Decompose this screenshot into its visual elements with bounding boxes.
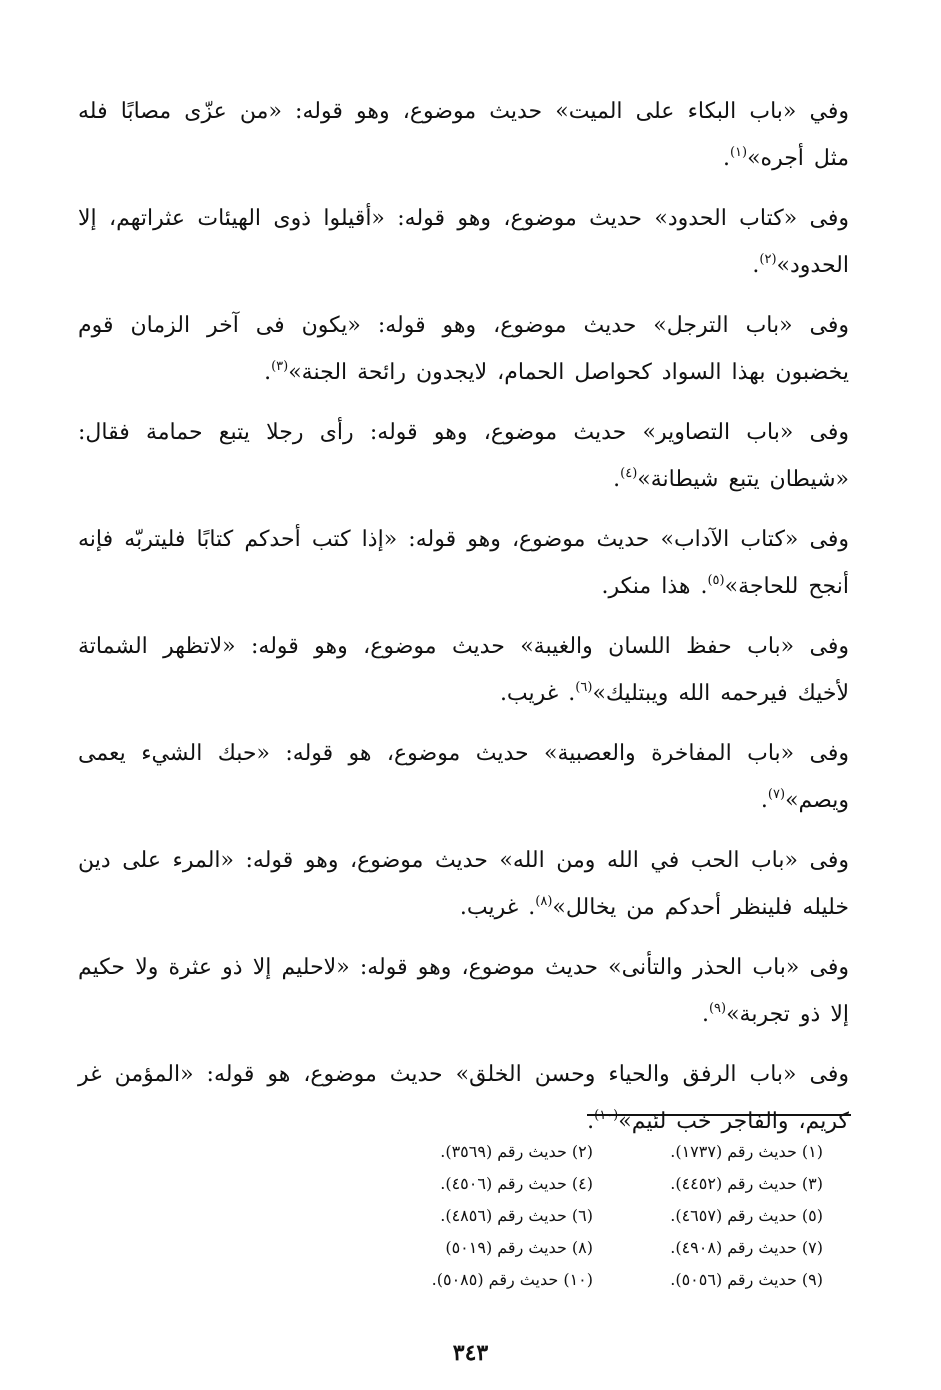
main-text bbox=[78, 88, 849, 1145]
paragraph-text: وفى «كتاب الآداب» حديث موضوع، وهو قوله: «إذا كتب أحدكم كتابًا فليتربّه فإنه أنجح للحاجة» bbox=[78, 527, 849, 599]
paragraph-text: وفى «كتاب الحدود» حديث موضوع، وهو قوله: «أقيلوا ذوى الهيئات عثراتهم، إلا الحدود» bbox=[78, 206, 849, 278]
footnote-ref: (٥) bbox=[707, 573, 725, 588]
footnote-10: (١٠) حديث رقم (٥٠٨٥). bbox=[431, 1270, 593, 1289]
page-number: ٣٤٣ bbox=[452, 1340, 489, 1366]
footnote-1: (١) حديث رقم (١٧٣٧). bbox=[670, 1142, 823, 1161]
paragraph-text: وفى «باب حفظ اللسان والغيبة» حديث موضوع، وهو قوله: «لاتظهر الشماتة لأخيك فيرحمه الله ويبتليك» bbox=[78, 634, 849, 706]
paragraph-8: وفى «باب الحب في الله ومن الله» حديث موضوع، وهو قوله: «المرء على دين خليله فلينظر أحدكم من يخالل»$^{(٨)}$. غريب. bbox=[78, 848, 849, 920]
paragraph-text: وفى «باب التصاوير» حديث موضوع، وهو قوله: رأى رجلا يتبع حمامة فقال: «شيطان يتبع شيطانة» bbox=[78, 420, 849, 492]
footnote-ref: (٧) bbox=[767, 787, 786, 802]
footnote-6: (٦) حديث رقم (٤٨٥٦). bbox=[440, 1206, 593, 1225]
footnote-ref: (٦) bbox=[575, 680, 593, 695]
footnote-5: (٥) حديث رقم (٤٦٥٧). bbox=[670, 1206, 823, 1225]
footnote-9: (٩) حديث رقم (٥٠٥٦). bbox=[670, 1270, 823, 1289]
paragraph-comment: غريب. bbox=[459, 895, 529, 920]
paragraph-comment: غريب. bbox=[499, 681, 569, 706]
footnote-ref: (٣) bbox=[271, 359, 289, 374]
paragraph-1: وفي «باب البكاء على الميت» حديث موضوع، وهو قوله: «من عزّى مصابًا فله مثل أجره»$^{(١)}$. bbox=[78, 99, 849, 171]
footnotes bbox=[403, 1138, 823, 1294]
footnote-ref: (٨) bbox=[535, 894, 553, 909]
paragraph-text: وفى «باب الحب في الله ومن الله» حديث موضوع، وهو قوله: «المرء على دين خليله فلينظر أحدكم من يخالل» bbox=[78, 848, 849, 920]
paragraph-text: وفى «باب الترجل» حديث موضوع، وهو قوله: «يكون فى آخر الزمان قوم يخضبون بهذا السواد كحواصل الحمام، لايجدون رائحة الجنة» bbox=[78, 313, 849, 385]
paragraph-text: وفى «باب الحذر والتأنى» حديث موضوع، وهو قوله: «لاحليم إلا ذو عثرة ولا حكيم إلا ذو تجربة» bbox=[78, 955, 849, 1027]
paragraph-4: وفى «باب التصاوير» حديث موضوع، وهو قوله: رأى رجلا يتبع حمامة فقال: «شيطان يتبع شيطانة»$^{(٤)}$. bbox=[78, 420, 849, 492]
footnote-3: (٣) حديث رقم (٤٤٥٢). bbox=[670, 1174, 823, 1193]
footnote-8: (٨) حديث رقم (٥٠١٩) bbox=[445, 1238, 593, 1257]
paragraph-6: وفى «باب حفظ اللسان والغيبة» حديث موضوع، وهو قوله: «لاتظهر الشماتة لأخيك فيرحمه الله ويبتليك»$^{(٦)}$. غريب. bbox=[78, 634, 849, 706]
footnote-ref: (١٠) bbox=[594, 1108, 619, 1123]
paragraph-text: وفى «باب الرفق والحياء وحسن الخلق» حديث موضوع، هو قوله: «المؤمن غر كريم، والفاجر خب لئيم» bbox=[78, 1062, 849, 1134]
paragraph-7: وفى «باب المفاخرة والعصبية» حديث موضوع، هو قوله: «حبك الشيء يعمى ويصم»$^{(٧)}$. bbox=[78, 741, 849, 813]
paragraph-2: وفى «كتاب الحدود» حديث موضوع، وهو قوله: «أقيلوا ذوى الهيئات عثراتهم، إلا الحدود»$^{(٢)}$. bbox=[78, 206, 849, 278]
footnote-2: (٢) حديث رقم (٣٥٦٩). bbox=[440, 1142, 593, 1161]
paragraph-3: وفى «باب الترجل» حديث موضوع، وهو قوله: «يكون فى آخر الزمان قوم يخضبون بهذا السواد كحواصل الحمام، لايجدون رائحة الجنة»$^{(٣)}$. bbox=[78, 313, 849, 385]
footnote-ref: (٢) bbox=[759, 252, 777, 267]
paragraph-10: وفى «باب الرفق والحياء وحسن الخلق» حديث موضوع، هو قوله: «المؤمن غر كريم، والفاجر خب لئيم»$^{(١٠)}$. bbox=[78, 1062, 849, 1134]
footnote-7: (٧) حديث رقم (٤٩٠٨). bbox=[670, 1238, 823, 1257]
footnote-4: (٤) حديث رقم (٤٥٠٦). bbox=[440, 1174, 593, 1193]
footnote-ref: (١) bbox=[729, 145, 748, 160]
paragraph-text: وفى «باب المفاخرة والعصبية» حديث موضوع، هو قوله: «حبك الشيء يعمى ويصم» bbox=[78, 741, 849, 813]
paragraph-text: وفي «باب البكاء على الميت» حديث موضوع، وهو قوله: «من عزّى مصابًا فله مثل أجره» bbox=[78, 99, 849, 171]
footnote-ref: (٩) bbox=[708, 1001, 727, 1016]
footnote-separator bbox=[587, 1114, 851, 1116]
paragraph-9: وفى «باب الحذر والتأنى» حديث موضوع، وهو قوله: «لاحليم إلا ذو عثرة ولا حكيم إلا ذو تجربة»$^{(٩)}$. bbox=[78, 955, 849, 1027]
paragraph-5: وفى «كتاب الآداب» حديث موضوع، وهو قوله: «إذا كتب أحدكم كتابًا فليتربّه فإنه أنجح للحاجة»$^{(٥)}$. هذا منكر. bbox=[78, 527, 849, 599]
paragraph-comment: هذا منكر. bbox=[601, 574, 701, 599]
footnote-ref: (٤) bbox=[620, 466, 638, 481]
